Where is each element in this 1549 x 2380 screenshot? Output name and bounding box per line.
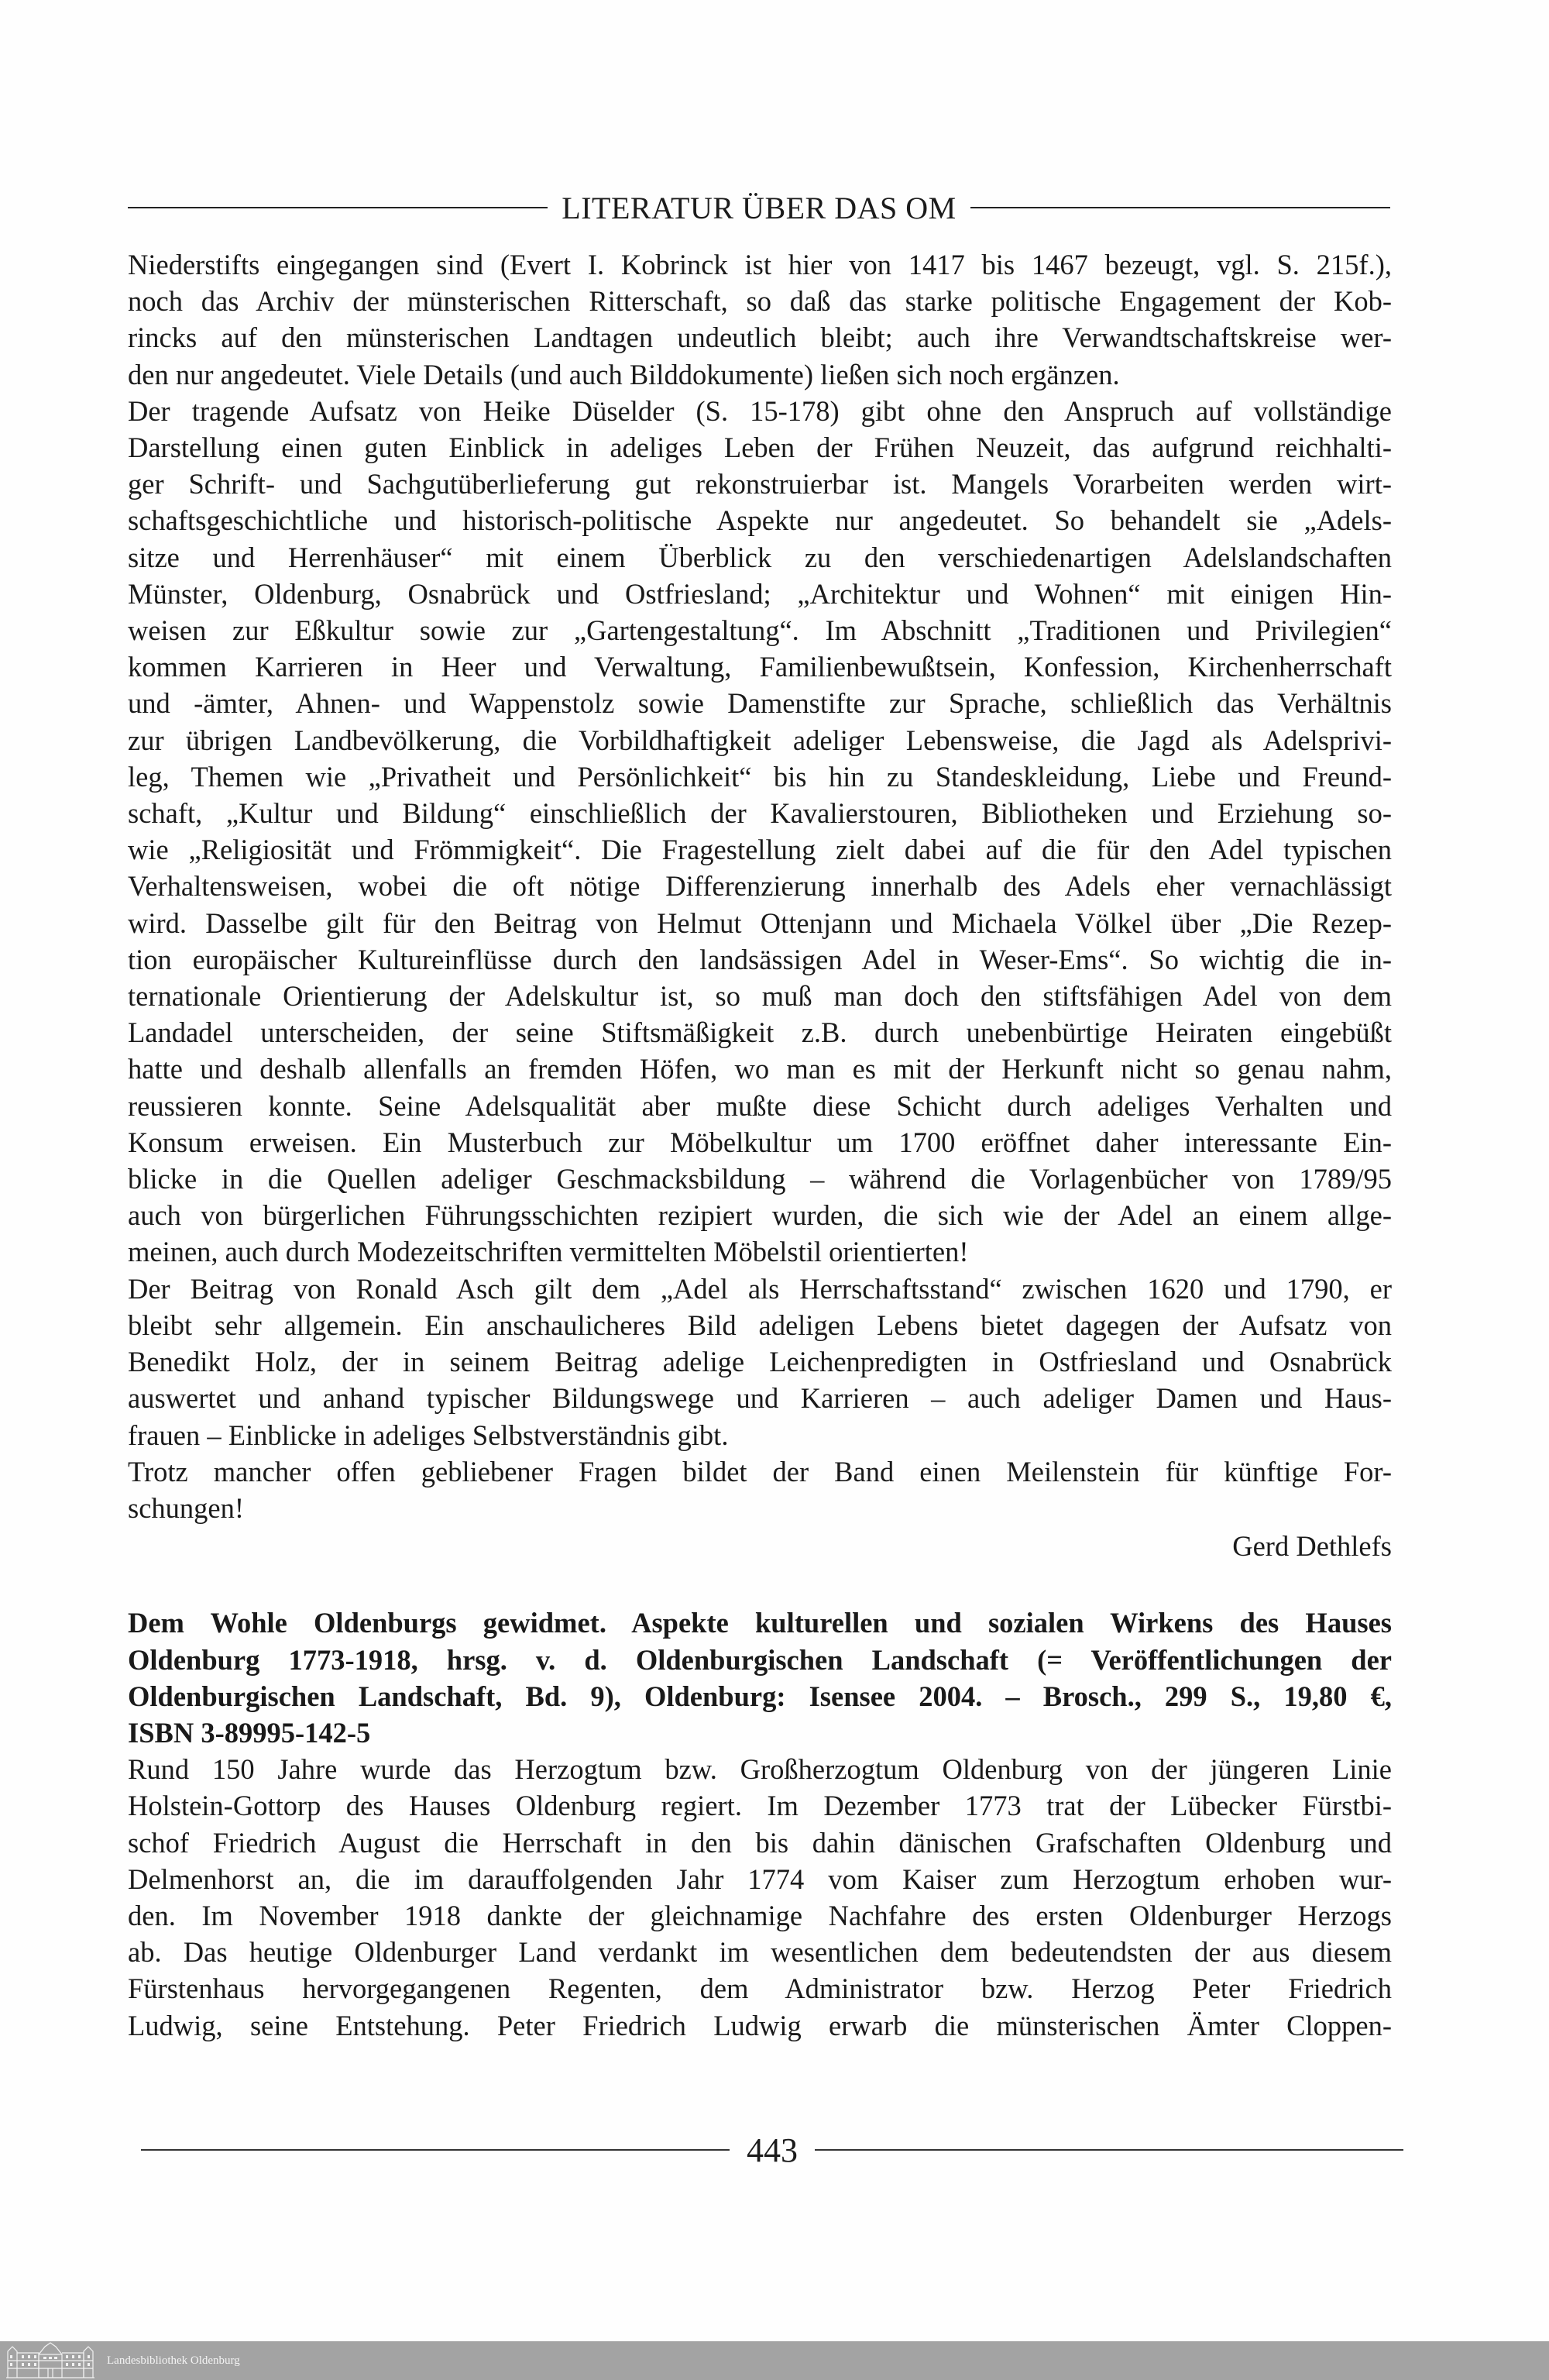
text-line: kommen Karrieren in Heer und Verwaltung, Familienbewußtsein, Konfession, Kirchenherrschaft	[128, 651, 1392, 683]
text-line: Der Beitrag von Ronald Asch gilt dem „Adel als Herrschaftsstand“ zwischen 1620 und 1790, er	[128, 1272, 1392, 1305]
text-line: noch das Archiv der münsterischen Ritterschaft, so daß das starke politische Engagement der Kob-	[128, 285, 1392, 318]
text-line: leg, Themen wie „Privatheit und Persönlichkeit“ bis hin zu Standeskleidung, Liebe und Freund-	[128, 760, 1392, 793]
text-line: Dem Wohle Oldenburgs gewidmet. Aspekte kulturellen und sozialen Wirkens des Hauses	[128, 1607, 1392, 1639]
text-line: hatte und deshalb allenfalls an fremden Höfen, wo man es mit der Herkunft nicht so genau nahm,	[128, 1053, 1392, 1085]
text-line: Oldenburgischen Landschaft, Bd. 9), Oldenburg: Isensee 2004. – Brosch., 299 S., 19,80 €,	[128, 1680, 1392, 1712]
text-line: Niederstifts eingegangen sind (Evert I. Kobrinck ist hier von 1417 bis 1467 bezeugt, vgl. S. 215f.),	[128, 249, 1392, 280]
running-head-title: LITERATUR ÜBER DAS OM	[562, 190, 957, 225]
text-line: sitze und Herrenhäuser“ mit einem Überblick zu den verschiedenartigen Adelslandschaften	[128, 541, 1392, 573]
text-line: Benedikt Holz, der in seinem Beitrag adelige Leichenpredigten in Ostfriesland und Osnabrück	[128, 1346, 1392, 1378]
text-line: ab. Das heutige Oldenburger Land verdankt im wesentlichen dem bedeutendsten der aus diesem	[128, 1936, 1392, 1969]
header-rule-right	[970, 207, 1390, 208]
text-line: schof Friedrich August die Herrschaft in den bis dahin dänischen Grafschaften Oldenburg und	[128, 1826, 1392, 1859]
text-line: schaft, „Kultur und Bildung“ einschließlich der Kavalierstouren, Bibliotheken und Erziehung so-	[128, 797, 1392, 830]
text-line: Oldenburg 1773-1918, hrsg. v. d. Oldenburgischen Landschaft (= Veröffentlichungen der	[128, 1643, 1392, 1676]
text-line: auch von bürgerlichen Führungsschichten rezipiert wurden, die sich wie der Adel an einem allge-	[128, 1199, 1392, 1232]
library-name: Landesbibliothek Oldenburg	[107, 2354, 240, 2367]
footer-rule-left	[141, 2149, 730, 2151]
page-footer	[141, 2127, 1403, 2173]
bibliographic-entry	[128, 1604, 1392, 1751]
text-line: Holstein-Gottorp des Hauses Oldenburg regiert. Im Dezember 1773 trat der Lübecker Fürstbi-	[128, 1790, 1392, 1822]
text-line: bleibt sehr allgemein. Ein anschaulicheres Bild adeligen Lebens bietet dagegen der Aufsatz von	[128, 1309, 1392, 1341]
running-head	[128, 184, 1390, 231]
footer-rule-right	[815, 2149, 1403, 2151]
text-line: meinen, auch durch Modezeitschriften vermittelten Möbelstil orientierten!	[128, 1236, 969, 1268]
text-line: ternationale Orientierung der Adelskultur ist, so muß man doch den stiftsfähigen Adel von dem	[128, 980, 1392, 1013]
text-line: ger Schrift- und Sachgutüberlieferung gut rekonstruierbar ist. Mangels Vorarbeiten werden wirt-	[128, 468, 1392, 500]
text-line: weisen zur Eßkultur sowie zur „Gartengestaltung“. Im Abschnitt „Traditionen und Privilegien“	[128, 614, 1392, 647]
text-line: Verhaltensweisen, wobei die oft nötige Differenzierung innerhalb des Adels eher vernachlässigt	[128, 870, 1392, 903]
review-body	[128, 1751, 1392, 2044]
text-line: rincks auf den münsterischen Landtagen undeutlich bleibt; auch ihre Verwandtschaftskreise wer-	[128, 322, 1392, 354]
text-line: Der tragende Aufsatz von Heike Düselder (S. 15-178) gibt ohne den Anspruch auf vollständige	[128, 394, 1392, 427]
text-line: wie „Religiosität und Frömmigkeit“. Die Fragestellung zielt dabei auf die für den Adel typischen	[128, 834, 1392, 866]
text-line: zur übrigen Landbevölkerung, die Vorbildhaftigkeit adeliger Lebensweise, die Jagd als Adelsprivi-	[128, 724, 1392, 756]
text-line: Rund 150 Jahre wurde das Herzogtum bzw. Großherzogtum Oldenburg von der jüngeren Linie	[128, 1753, 1392, 1786]
text-line: den nur angedeutet. Viele Details (und auch Bilddokumente) ließen sich noch ergänzen.	[128, 358, 1120, 390]
text-line: wird. Dasselbe gilt für den Beitrag von Helmut Ottenjann und Michaela Völkel über „Die Rezep-	[128, 906, 1392, 939]
section-spacer	[128, 1564, 1392, 1604]
library-building-icon	[5, 2342, 96, 2379]
text-line: auswertet und anhand typischer Bildungswege und Karrieren – auch adeliger Damen und Haus-	[128, 1382, 1392, 1415]
text-line: Fürstenhaus hervorgegangenen Regenten, dem Administrator bzw. Herzog Peter Friedrich	[128, 1972, 1392, 2005]
text-line: und -ämter, Ahnen- und Wappenstolz sowie Damenstifte zur Sprache, schließlich das Verhältnis	[128, 687, 1392, 720]
text-line: Delmenhorst an, die im darauffolgenden Jahr 1774 vom Kaiser zum Herzogtum erhoben wur-	[128, 1862, 1392, 1895]
text-line: Landadel unterscheiden, der seine Stiftsmäßigkeit z.B. durch unebenbürtige Heiraten eingebüßt	[128, 1016, 1392, 1049]
text-line: tion europäischer Kultureinflüsse durch den landsässigen Adel in Weser-Ems“. So wichtig die in-	[128, 943, 1392, 975]
text-line: Darstellung einen guten Einblick in adeliges Leben der Frühen Neuzeit, das aufgrund reichhalti-	[128, 432, 1392, 464]
header-rule-left	[128, 207, 548, 208]
text-line: Ludwig, seine Entstehung. Peter Friedrich Ludwig erwarb die münsterischen Ämter Cloppen-	[128, 2009, 1392, 2041]
text-line: schungen!	[128, 1491, 245, 1524]
text-line: frauen – Einblicke in adeliges Selbstverständnis gibt.	[128, 1419, 729, 1451]
text-line: schaftsgeschichtliche und historisch-politische Aspekte nur angedeutet. So behandelt sie „Adels-	[128, 504, 1392, 537]
body-text	[128, 246, 1392, 2044]
text-line: blicke in die Quellen adeliger Geschmacksbildung – während die Vorlagenbücher von 1789/95	[128, 1163, 1392, 1195]
text-line: reussieren konnte. Seine Adelsqualität aber mußte diese Schicht durch adeliges Verhalten und	[128, 1089, 1392, 1122]
page-number: 443	[747, 2131, 798, 2169]
review-continued	[128, 246, 1392, 1526]
text-line: den. Im November 1918 dankte der gleichnamige Nachfahre des ersten Oldenburger Herzogs	[128, 1899, 1392, 1931]
text-line: ISBN 3-89995-142-5	[128, 1716, 371, 1749]
text-line: Trotz mancher offen gebliebener Fragen bildet der Band einen Meilenstein für künftige For-	[128, 1455, 1392, 1488]
reviewer-signature: Gerd Dethlefs	[1232, 1530, 1392, 1563]
text-line: Konsum erweisen. Ein Musterbuch zur Möbelkultur um 1700 eröffnet daher interessante Ein-	[128, 1126, 1392, 1158]
library-footer-bar	[0, 2341, 1549, 2380]
text-line: Münster, Oldenburg, Osnabrück und Ostfriesland; „Architektur und Wohnen“ mit einigen Hin-	[128, 577, 1392, 610]
